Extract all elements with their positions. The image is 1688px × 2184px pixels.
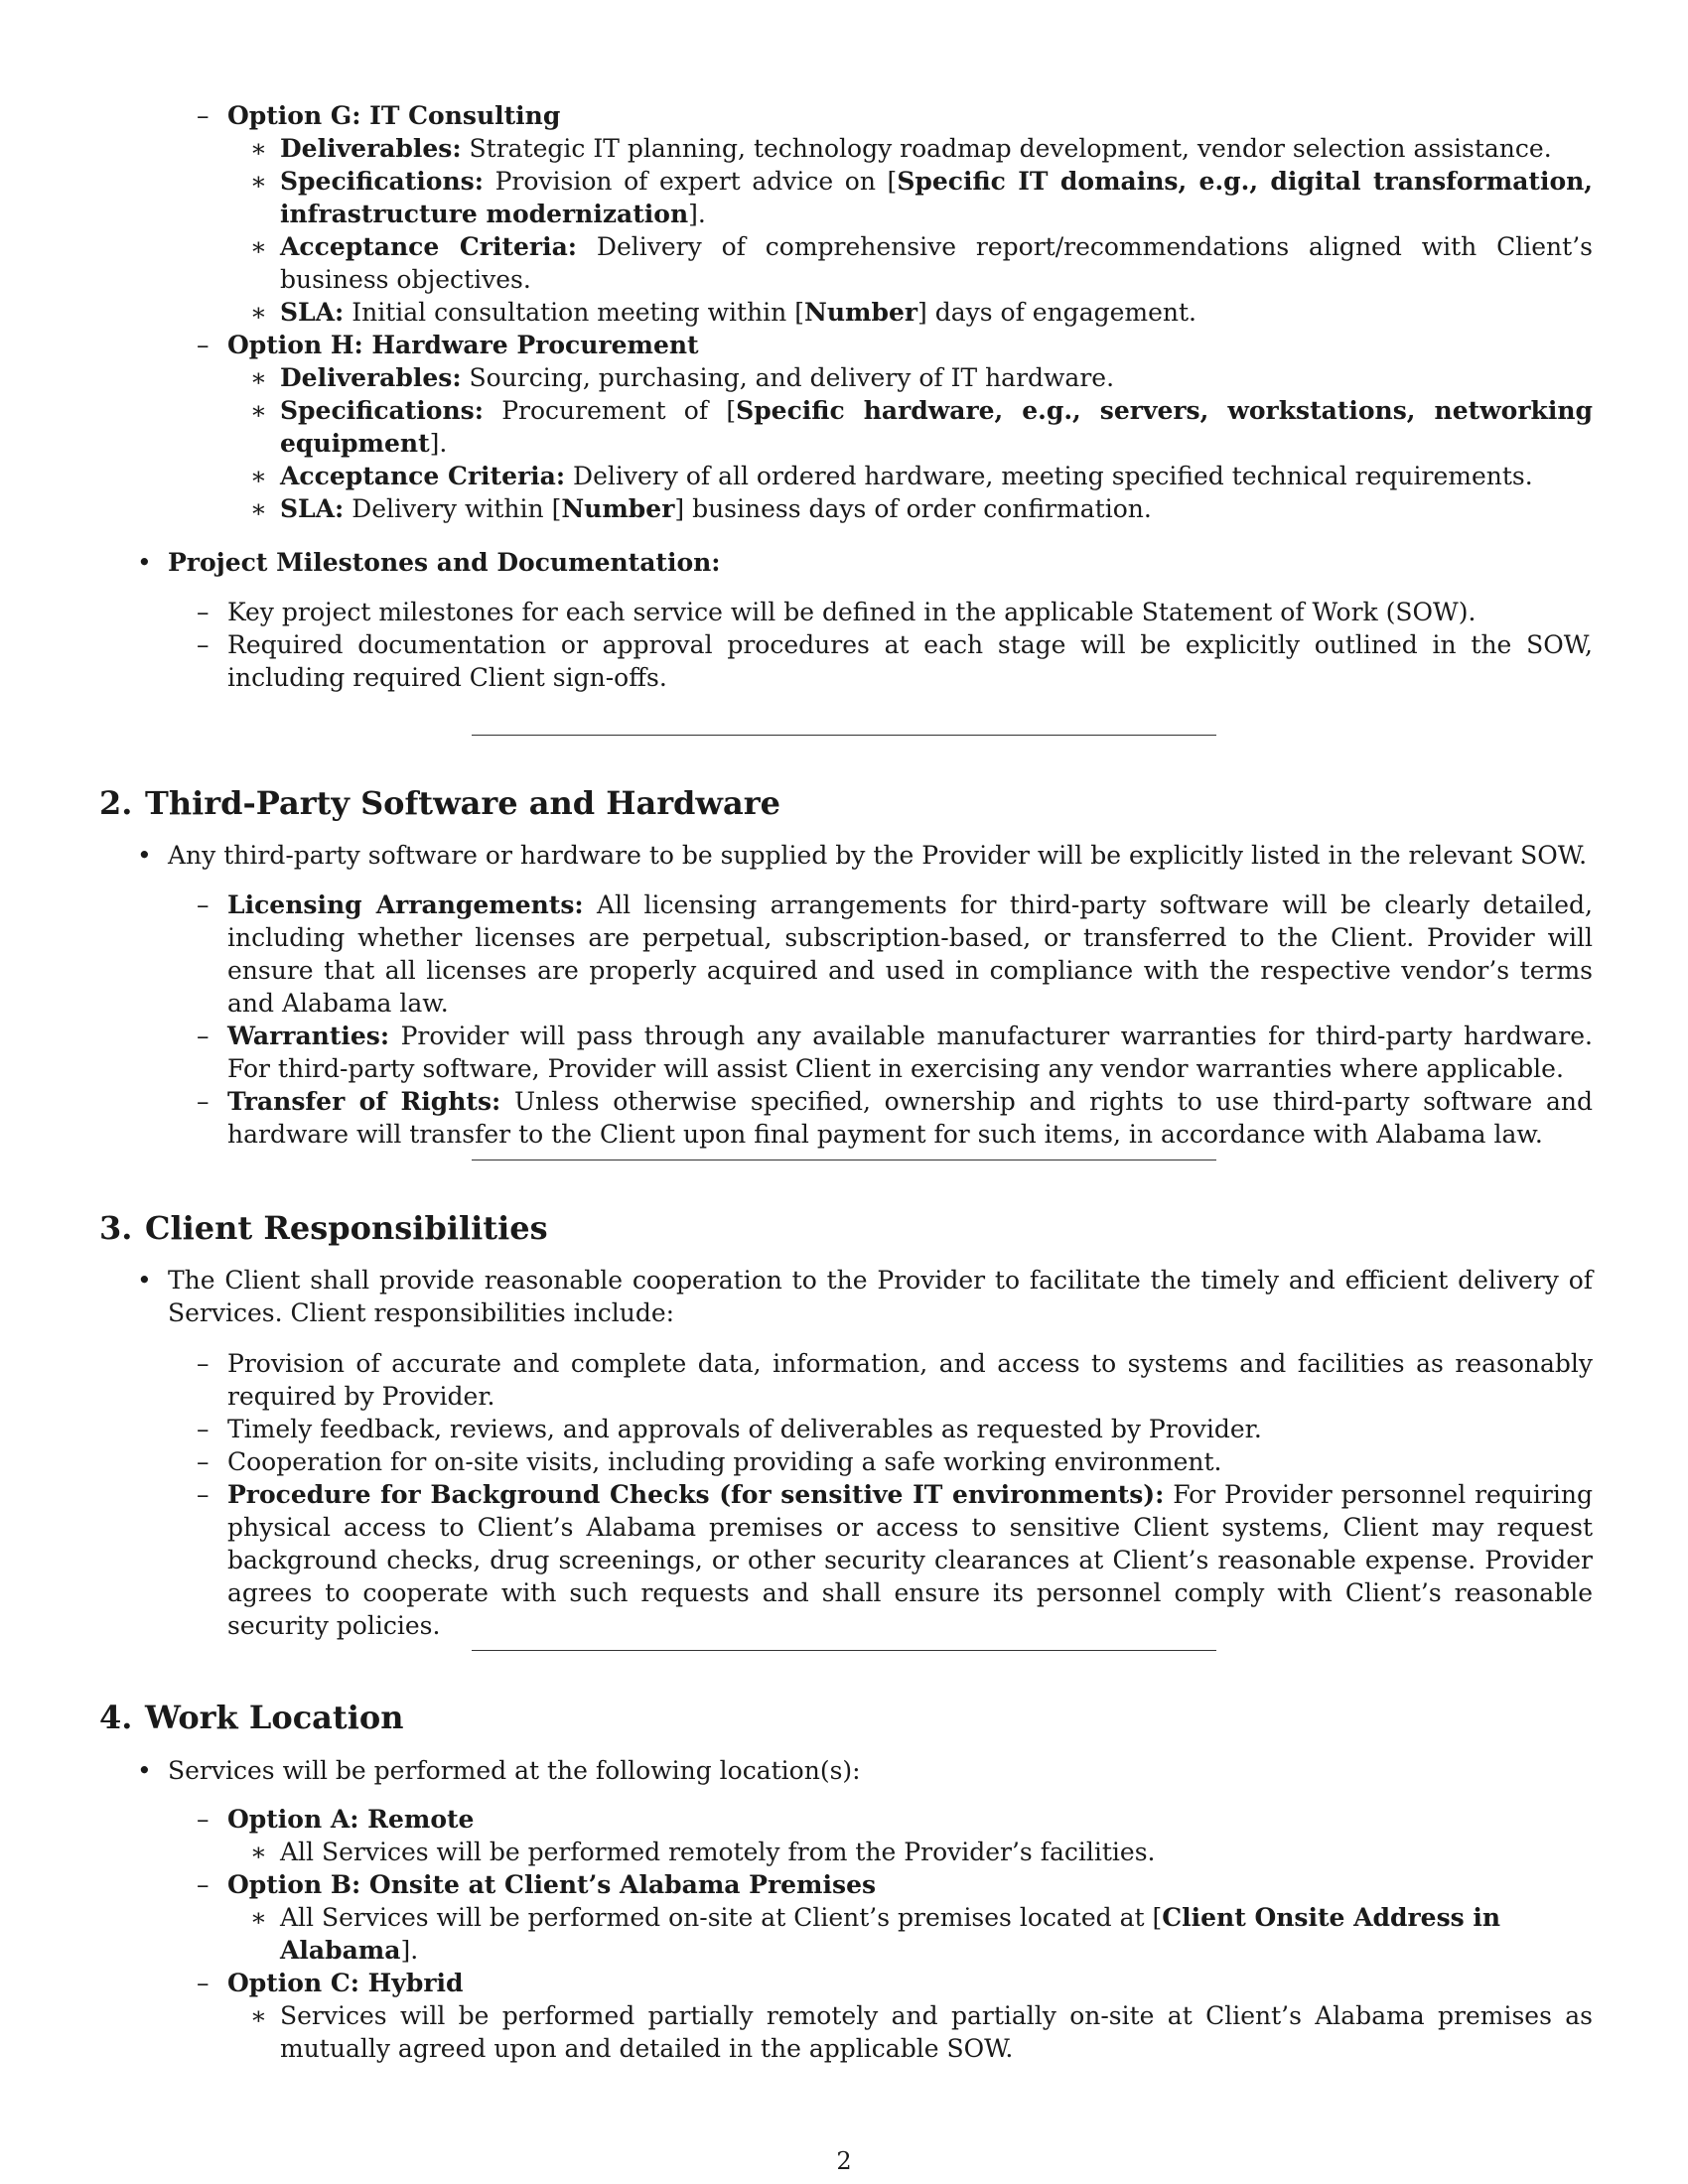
warranties-text: Provider will pass through any available manufacturer warranties for third-party hardware. For third-party software, Provider will assist Client in exercising any vendor warranties where applicable. bbox=[227, 1022, 1593, 1083]
section-number: 3. bbox=[99, 1209, 133, 1247]
spec-text: Provision of expert advice on [ bbox=[483, 167, 898, 196]
section-title: Client Responsibilities bbox=[145, 1209, 548, 1247]
deliverables-label: Deliverables: bbox=[280, 363, 462, 392]
dash-bullet: – bbox=[197, 101, 210, 130]
list-item: Provision of accurate and complete data, information, and access to systems and facilities as reasonably required by Provider. bbox=[227, 1349, 1593, 1411]
section-divider bbox=[472, 1650, 1216, 1651]
section-2-intro-block bbox=[0, 839, 1688, 872]
option-b-text-end: ]. bbox=[400, 1936, 419, 1965]
spec-text-end: ]. bbox=[688, 200, 706, 228]
milestones-title: Project Milestones and Documentation: bbox=[168, 548, 721, 577]
section-3-intro-block bbox=[0, 1264, 1688, 1329]
section-2-heading bbox=[99, 783, 780, 823]
option-b-title: Option B: Onsite at Client’s Alabama Premises bbox=[227, 1870, 877, 1899]
dash-bullet: – bbox=[197, 1415, 210, 1443]
section-3-heading bbox=[99, 1208, 548, 1248]
star-bullet: ∗ bbox=[250, 363, 267, 392]
dash-bullet: – bbox=[197, 1349, 210, 1378]
section-number: 2. bbox=[99, 784, 133, 822]
dash-bullet: – bbox=[197, 1447, 210, 1476]
star-bullet: ∗ bbox=[250, 2001, 267, 2030]
option-g-title: Option G: IT Consulting bbox=[227, 101, 561, 130]
section-4-heading bbox=[99, 1698, 403, 1737]
licensing-label: Licensing Arrangements: bbox=[227, 890, 584, 919]
dot-bullet: • bbox=[137, 841, 152, 870]
deliverables-text: Strategic IT planning, technology roadmap development, vendor selection assistance. bbox=[461, 134, 1552, 163]
option-b-text: All Services will be performed on-site at Client’s premises located at [ bbox=[280, 1903, 1163, 1932]
spec-label: Specifications: bbox=[280, 167, 484, 196]
section-title: Third-Party Software and Hardware bbox=[145, 784, 780, 822]
dot-bullet: • bbox=[137, 548, 152, 577]
deliverables-text: Sourcing, purchasing, and delivery of IT hardware. bbox=[461, 363, 1115, 392]
star-bullet: ∗ bbox=[250, 167, 267, 196]
sla-text: Initial consultation meeting within [ bbox=[344, 298, 804, 327]
sla-label: SLA: bbox=[280, 298, 345, 327]
option-h-title: Option H: Hardware Procurement bbox=[227, 331, 699, 359]
sla-text-end: ] days of engagement. bbox=[917, 298, 1196, 327]
section-number: 4. bbox=[99, 1699, 133, 1736]
background-check-label: Procedure for Background Checks (for sensitive IT environments): bbox=[227, 1480, 1165, 1509]
section-title: Work Location bbox=[145, 1699, 404, 1736]
dash-bullet: – bbox=[197, 1969, 210, 1997]
section-3-intro: The Client shall provide reasonable cooperation to the Provider to facilitate the timely and efficient delivery of Services. Client responsibilities include: bbox=[168, 1266, 1593, 1327]
section-4-intro: Services will be performed at the following location(s): bbox=[168, 1756, 861, 1785]
milestones-list bbox=[0, 596, 1688, 694]
list-item: Timely feedback, reviews, and approvals of deliverables as requested by Provider. bbox=[227, 1415, 1262, 1443]
option-g-block bbox=[0, 99, 1688, 525]
star-bullet: ∗ bbox=[250, 396, 267, 425]
star-bullet: ∗ bbox=[250, 1903, 267, 1932]
dot-bullet: • bbox=[137, 1266, 152, 1295]
dash-bullet: – bbox=[197, 1087, 210, 1116]
section-divider bbox=[472, 735, 1216, 736]
spec-placeholder: Specific hardware, e.g., servers, workstations, networking equipment bbox=[280, 396, 1594, 458]
acceptance-text: Delivery of all ordered hardware, meeting specified technical requirements. bbox=[565, 462, 1533, 490]
star-bullet: ∗ bbox=[250, 134, 267, 163]
star-bullet: ∗ bbox=[250, 462, 267, 490]
section-4-intro-block bbox=[0, 1754, 1688, 1787]
sla-placeholder: Number bbox=[803, 298, 918, 327]
dash-bullet: – bbox=[197, 1805, 210, 1834]
star-bullet: ∗ bbox=[250, 232, 267, 261]
option-a-text: All Services will be performed remotely from the Provider’s facilities. bbox=[280, 1838, 1156, 1866]
spec-text: Procurement of [ bbox=[483, 396, 737, 425]
sla-text-end: ] business days of order confirmation. bbox=[674, 494, 1152, 523]
acceptance-label: Acceptance Criteria: bbox=[280, 232, 578, 261]
dash-bullet: – bbox=[197, 598, 210, 626]
section-3-list bbox=[0, 1347, 1688, 1642]
section-2-list bbox=[0, 888, 1688, 1151]
background-check-text: For Provider personnel requiring physical access to Client’s Alabama premises or access to sensitive Client systems, Client may request background checks, drug screenings, or other security clearances at Client’s reasonable expense. Provider agrees to cooperate with such requests and shall ensure its personnel comply with Client’s reasonable security policies. bbox=[227, 1480, 1593, 1640]
dash-bullet: – bbox=[197, 630, 210, 659]
sla-text: Delivery within [ bbox=[344, 494, 562, 523]
sla-placeholder: Number bbox=[561, 494, 675, 523]
licensing-text: All licensing arrangements for third-party software will be clearly detailed, including whether licenses are perpetual, subscription-based, or transferred to the Client. Provider will ensure that all licenses are properly acquired and used in compliance with the respective vendor’s terms and Alabama law. bbox=[227, 890, 1594, 1018]
dash-bullet: – bbox=[197, 1480, 210, 1509]
dash-bullet: – bbox=[197, 1870, 210, 1899]
star-bullet: ∗ bbox=[250, 298, 267, 327]
transfer-text: Unless otherwise specified, ownership and rights to use third-party software and hardware will transfer to the Client upon final payment for such items, in accordance with Alabama law. bbox=[227, 1087, 1594, 1149]
spec-text-end: ]. bbox=[429, 429, 448, 458]
milestones-block bbox=[0, 546, 1688, 579]
section-2-intro: Any third-party software or hardware to be supplied by the Provider will be explicitly listed in the relevant SOW. bbox=[168, 841, 1588, 870]
list-item: Required documentation or approval procedures at each stage will be explicitly outlined in the SOW, including required Client sign-offs. bbox=[227, 630, 1593, 692]
list-item: Key project milestones for each service will be defined in the applicable Statement of Work (SOW). bbox=[227, 598, 1477, 626]
dash-bullet: – bbox=[197, 1022, 210, 1050]
dot-bullet: • bbox=[137, 1756, 152, 1785]
option-a-title: Option A: Remote bbox=[227, 1805, 475, 1834]
option-c-text: Services will be performed partially remotely and partially on-site at Client’s Alabama premises as mutually agreed upon and detailed in the applicable SOW. bbox=[280, 2001, 1593, 2063]
spec-label: Specifications: bbox=[280, 396, 484, 425]
transfer-label: Transfer of Rights: bbox=[227, 1087, 501, 1116]
list-item: Cooperation for on-site visits, including providing a safe working environment. bbox=[227, 1447, 1222, 1476]
spec-placeholder: Specific IT domains, e.g., digital transformation, infrastructure modernization bbox=[280, 167, 1593, 228]
option-c-title: Option C: Hybrid bbox=[227, 1969, 464, 1997]
star-bullet: ∗ bbox=[250, 1838, 267, 1866]
page-number: 2 bbox=[836, 2147, 852, 2175]
deliverables-label: Deliverables: bbox=[280, 134, 462, 163]
option-b-placeholder: Client Onsite Address in Alabama bbox=[280, 1903, 1501, 1965]
acceptance-text: Delivery of comprehensive report/recommendations aligned with Client’s business objectives. bbox=[280, 232, 1593, 294]
dash-bullet: – bbox=[197, 331, 210, 359]
sla-label: SLA: bbox=[280, 494, 345, 523]
star-bullet: ∗ bbox=[250, 494, 267, 523]
dash-bullet: – bbox=[197, 890, 210, 919]
acceptance-label: Acceptance Criteria: bbox=[280, 462, 566, 490]
warranties-label: Warranties: bbox=[227, 1022, 390, 1050]
section-4-list bbox=[0, 1803, 1688, 2065]
